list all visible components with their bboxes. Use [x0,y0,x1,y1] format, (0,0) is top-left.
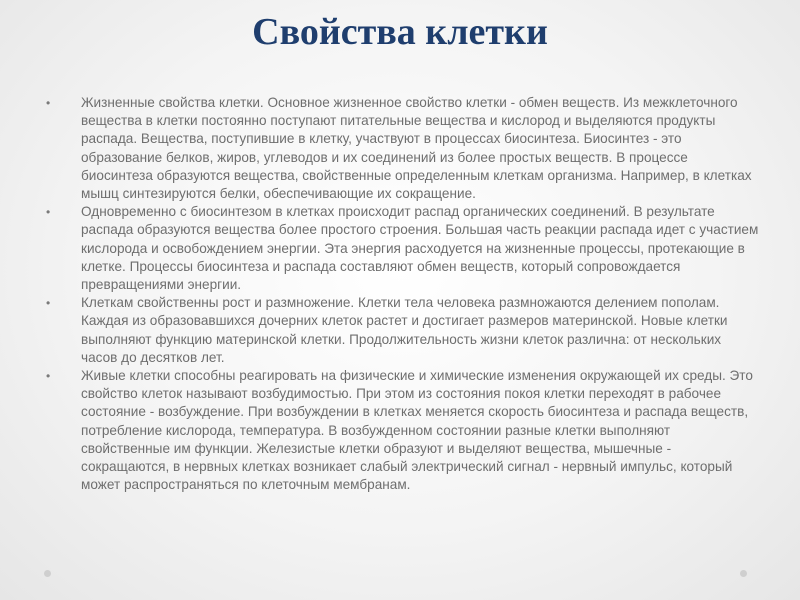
decorative-dot-icon [740,570,747,577]
bullet-icon: • [46,369,51,384]
bullet-icon: • [46,296,51,311]
decorative-dot-icon [44,570,51,577]
bullet-text: Жизненные свойства клетки. Основное жизненное свойство клетки - обмен веществ. Из межклеточного вещества в клетки постоянно поступают питательные вещества и кислород и выделяются продукты распада. Вещества, поступившие в клетку, участвуют в процессах биосинтеза. Биосинтез - это образование белков, жиров, углеводов и их соединений из более простых веществ. В процессе биосинтеза образуются вещества, свойственные определенным клеткам организма. Например, в клетках мышц синтезируются белки, обеспечивающие их сокращение. [81,95,752,202]
bullet-icon: • [46,96,51,110]
bullet-item [44,367,760,494]
bullet-icon: • [46,205,51,220]
bullet-item [44,203,760,294]
bullet-text: Одновременно с биосинтезом в клетках происходит распад органических соединений. В результате распада образуются вещества более простого строения. Большая часть реакции распада идет с участием кислорода и освобождением энергии. Эта энергия расходуется на жизненные процессы, протекающие в клетке. Процессы биосинтеза и распада составляют обмен веществ, который сопровождается превращениями энергии. [81,204,759,293]
bullet-text: Клеткам свойственны рост и размножение. Клетки тела человека размножаются делением пополам. Каждая из образовавшихся дочерних клеток растет и достигает размеров материнской. Новые клетки выполняют функцию материнской клетки. Продолжительность жизни клеток различна: от нескольких часов до десятков лет. [81,295,728,365]
bullet-list [44,94,760,494]
bullet-item [44,94,760,203]
bullet-item [44,294,760,367]
bullet-text: Живые клетки способны реагировать на физические и химические изменения окружающей их среды. Это свойство клеток называют возбудимостью. При этом из состояния покоя клетки переходят в рабочее состояние - возбуждение. При возбуждении в клетках меняется скорость биосинтеза и распада веществ, потребление кислорода, температура. В возбужденном состоянии разные клетки выполняют свойственные им функции. Железистые клетки образуют и выделяют вещества, мышечные - сокращаются, в нервных клетках возникает слабый электрический сигнал - нервный импульс, который может распространяться по клеточным мембранам. [81,368,753,493]
slide-title: Свойства клетки [252,11,548,53]
